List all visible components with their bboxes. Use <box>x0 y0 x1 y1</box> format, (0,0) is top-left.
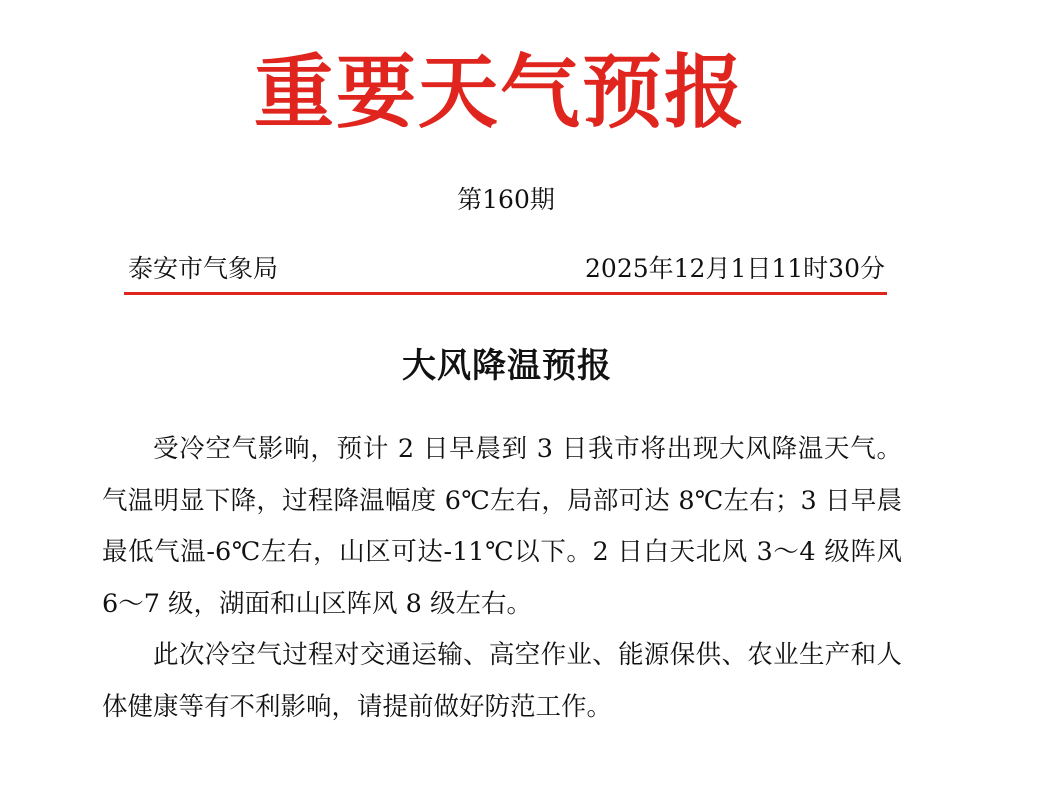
forecast-body <box>102 424 902 733</box>
body-paragraph: 受冷空气影响，预计 2 日早晨到 3 日我市将出现大风降温天气。气温明显下降，过程降温幅度 6℃左右，局部可达 8℃左右；3 日早晨最低气温-6℃左右，山区可达-11℃以下。2 日白天北风 3～4 级阵风 6～7 级，湖面和山区阵风 8 级左右。 <box>102 434 902 619</box>
issue-number: 第160期 <box>457 185 555 214</box>
issuer-name: 泰安市气象局 <box>128 254 279 283</box>
issuer-row <box>128 249 885 289</box>
issue-datetime: 2025年12月1日11时30分 <box>585 254 885 283</box>
masthead-title: 重要天气预报 <box>254 45 746 139</box>
body-paragraph: 此次冷空气过程对交通运输、高空作业、能源保供、农业生产和人体健康等有不利影响，请提前做好防范工作。 <box>102 640 902 722</box>
forecast-headline: 大风降温预报 <box>402 346 612 386</box>
red-divider <box>124 292 887 295</box>
